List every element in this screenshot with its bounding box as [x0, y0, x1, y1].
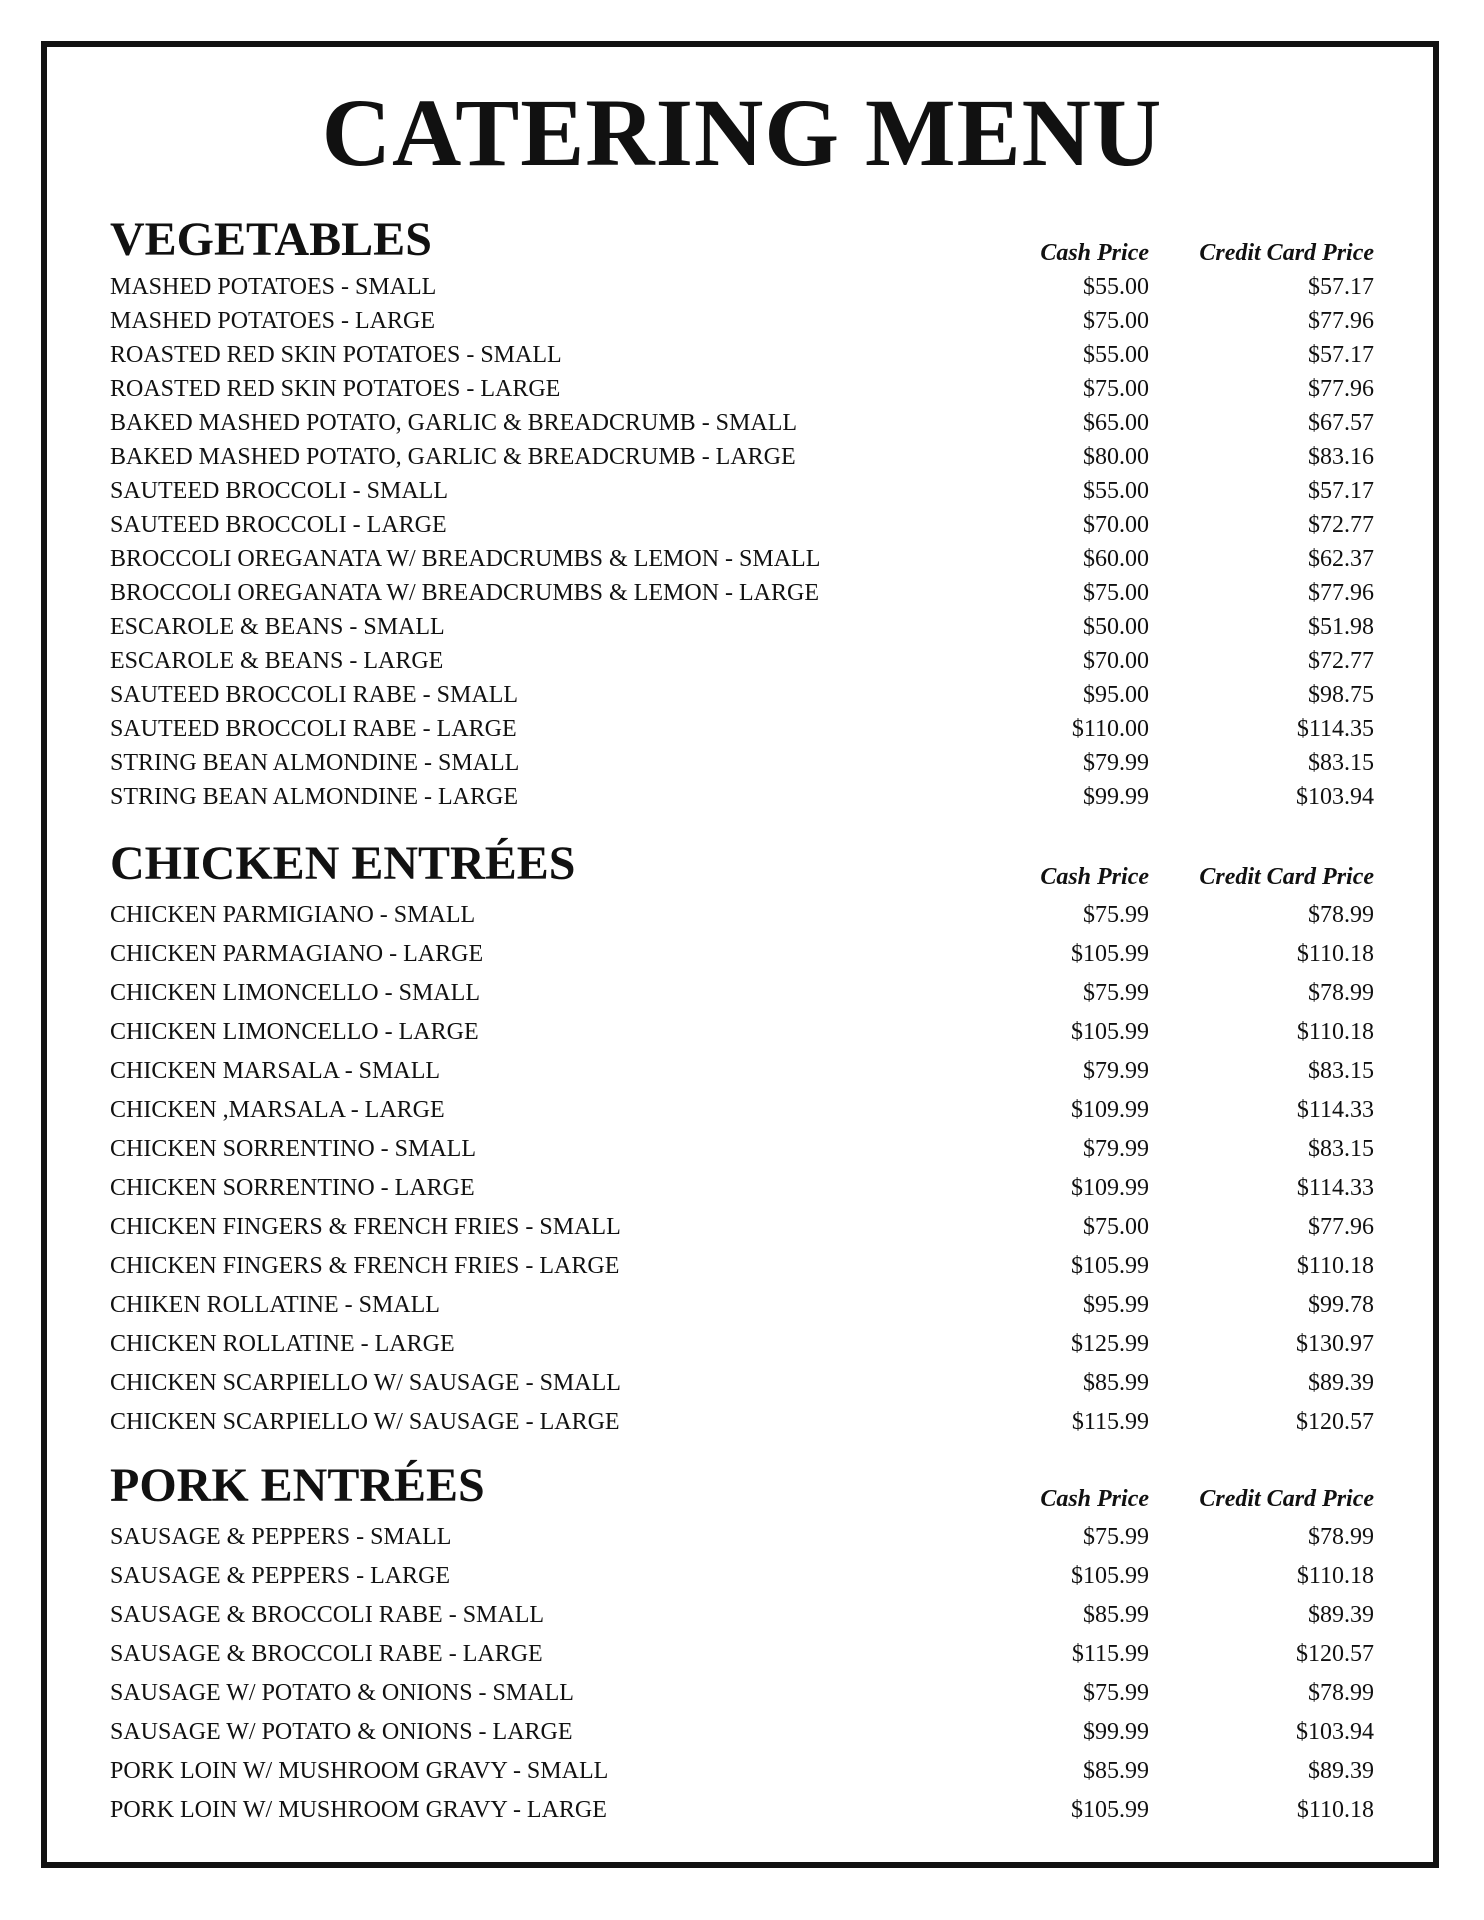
menu-item-row: [110, 474, 1374, 508]
item-name: SAUTEED BROCCOLI RABE - SMALL: [110, 682, 519, 708]
menu-item-row: [110, 1596, 1374, 1635]
credit-card-price: $72.77: [1308, 512, 1374, 538]
credit-card-price: $89.39: [1308, 1758, 1374, 1784]
cash-price: $105.99: [1071, 1797, 1149, 1823]
cash-price: $75.99: [1083, 1680, 1149, 1706]
menu-item-row: [110, 1403, 1374, 1442]
credit-card-price: $99.78: [1308, 1292, 1374, 1318]
credit-card-price-header: Credit Card Price: [1199, 864, 1374, 890]
item-name: SAUSAGE W/ POTATO & ONIONS - LARGE: [110, 1719, 573, 1745]
credit-card-price: $83.15: [1308, 1136, 1374, 1162]
credit-card-price: $78.99: [1308, 1680, 1374, 1706]
item-list: [110, 270, 1374, 814]
cash-price: $75.00: [1083, 1214, 1149, 1240]
section-header: [110, 1458, 1374, 1518]
credit-card-price: $103.94: [1296, 1719, 1374, 1745]
menu-item-row: [110, 1247, 1374, 1286]
menu-item-row: [110, 1286, 1374, 1325]
item-name: CHICKEN FINGERS & FRENCH FRIES - LARGE: [110, 1253, 620, 1279]
cash-price-header: Cash Price: [1040, 864, 1149, 890]
menu-item-row: [110, 746, 1374, 780]
section-vegetables: [110, 212, 1374, 814]
section-chicken-entrees: [110, 836, 1374, 1442]
menu-item-row: [110, 1635, 1374, 1674]
item-name: SAUSAGE & BROCCOLI RABE - SMALL: [110, 1602, 545, 1628]
menu-item-row: [110, 1557, 1374, 1596]
cash-price: $75.99: [1083, 980, 1149, 1006]
credit-card-price: $83.15: [1308, 1058, 1374, 1084]
item-name: CHICKEN PARMAGIANO - LARGE: [110, 941, 484, 967]
menu-item-row: [110, 1052, 1374, 1091]
credit-card-price: $98.75: [1308, 682, 1374, 708]
cash-price: $85.99: [1083, 1370, 1149, 1396]
item-list: [110, 896, 1374, 1442]
cash-price: $75.00: [1083, 308, 1149, 334]
menu-item-row: [110, 372, 1374, 406]
credit-card-price: $57.17: [1308, 478, 1374, 504]
menu-item-row: [110, 542, 1374, 576]
credit-card-price: $114.33: [1296, 1097, 1374, 1123]
item-name: CHICKEN SORRENTINO - LARGE: [110, 1175, 475, 1201]
credit-card-price: $83.16: [1308, 444, 1374, 470]
item-name: STRING BEAN ALMONDINE - LARGE: [110, 784, 518, 810]
cash-price: $115.99: [1071, 1641, 1149, 1667]
section-title: VEGETABLES: [110, 213, 432, 266]
credit-card-price: $77.96: [1308, 376, 1374, 402]
credit-card-price: $110.18: [1296, 941, 1374, 967]
cash-price: $105.99: [1071, 1019, 1149, 1045]
credit-card-price: $51.98: [1308, 614, 1374, 640]
menu-item-row: [110, 935, 1374, 974]
item-name: STRING BEAN ALMONDINE - SMALL: [110, 750, 520, 776]
item-name: ESCAROLE & BEANS - SMALL: [110, 614, 445, 640]
item-name: SAUSAGE W/ POTATO & ONIONS - SMALL: [110, 1680, 574, 1706]
item-name: ROASTED RED SKIN POTATOES - LARGE: [110, 376, 561, 402]
menu-item-row: [110, 1752, 1374, 1791]
section-title: CHICKEN ENTRÉES: [110, 837, 576, 890]
credit-card-price: $110.18: [1296, 1253, 1374, 1279]
item-name: MASHED POTATOES - LARGE: [110, 308, 435, 334]
cash-price: $79.99: [1083, 1058, 1149, 1084]
menu-item-row: [110, 712, 1374, 746]
item-name: PORK LOIN W/ MUSHROOM GRAVY - SMALL: [110, 1758, 609, 1784]
cash-price: $55.00: [1083, 342, 1149, 368]
item-name: CHICKEN FINGERS & FRENCH FRIES - SMALL: [110, 1214, 621, 1240]
menu-item-row: [110, 1130, 1374, 1169]
credit-card-price: $57.17: [1308, 342, 1374, 368]
item-name: CHICKEN SCARPIELLO W/ SAUSAGE - SMALL: [110, 1370, 621, 1396]
cash-price: $85.99: [1083, 1758, 1149, 1784]
menu-item-row: [110, 644, 1374, 678]
credit-card-price: $114.35: [1296, 716, 1374, 742]
cash-price: $99.99: [1083, 1719, 1149, 1745]
cash-price: $99.99: [1083, 784, 1149, 810]
menu-item-row: [110, 270, 1374, 304]
item-name: BROCCOLI OREGANATA W/ BREADCRUMBS & LEMON - SMALL: [110, 546, 821, 572]
menu-item-row: [110, 304, 1374, 338]
item-name: CHICKEN ROLLATINE - LARGE: [110, 1331, 455, 1357]
cash-price: $75.99: [1083, 902, 1149, 928]
menu-item-row: [110, 974, 1374, 1013]
menu-item-row: [110, 1325, 1374, 1364]
item-name: CHICKEN SCARPIELLO W/ SAUSAGE - LARGE: [110, 1409, 620, 1435]
item-name: ESCAROLE & BEANS - LARGE: [110, 648, 444, 674]
item-name: SAUTEED BROCCOLI - SMALL: [110, 478, 449, 504]
cash-price: $115.99: [1071, 1409, 1149, 1435]
cash-price: $125.99: [1071, 1331, 1149, 1357]
cash-price: $50.00: [1083, 614, 1149, 640]
item-name: SAUSAGE & BROCCOLI RABE - LARGE: [110, 1641, 543, 1667]
item-name: SAUSAGE & PEPPERS - LARGE: [110, 1563, 451, 1589]
item-name: PORK LOIN W/ MUSHROOM GRAVY - LARGE: [110, 1797, 607, 1823]
credit-card-price: $130.97: [1296, 1331, 1374, 1357]
credit-card-price: $78.99: [1308, 902, 1374, 928]
item-name: MASHED POTATOES - SMALL: [110, 274, 437, 300]
cash-price: $95.00: [1083, 682, 1149, 708]
menu-item-row: [110, 1208, 1374, 1247]
cash-price: $110.00: [1071, 716, 1149, 742]
cash-price: $79.99: [1083, 1136, 1149, 1162]
credit-card-price: $57.17: [1308, 274, 1374, 300]
credit-card-price: $89.39: [1308, 1370, 1374, 1396]
item-name: CHICKEN LIMONCELLO - LARGE: [110, 1019, 479, 1045]
item-name: CHIKEN ROLLATINE - SMALL: [110, 1292, 440, 1318]
credit-card-price-header: Credit Card Price: [1199, 240, 1374, 266]
credit-card-price-header: Credit Card Price: [1199, 1486, 1374, 1512]
section-header: [110, 212, 1374, 270]
menu-item-row: [110, 1364, 1374, 1403]
cash-price: $105.99: [1071, 1563, 1149, 1589]
item-name: CHICKEN ,MARSALA - LARGE: [110, 1097, 445, 1123]
credit-card-price: $77.96: [1308, 580, 1374, 606]
section-header: [110, 836, 1374, 896]
menu-item-row: [110, 678, 1374, 712]
cash-price: $85.99: [1083, 1602, 1149, 1628]
credit-card-price: $103.94: [1296, 784, 1374, 810]
cash-price: $65.00: [1083, 410, 1149, 436]
item-name: ROASTED RED SKIN POTATOES - SMALL: [110, 342, 562, 368]
menu-item-row: [110, 406, 1374, 440]
credit-card-price: $110.18: [1296, 1563, 1374, 1589]
item-name: BROCCOLI OREGANATA W/ BREADCRUMBS & LEMON - LARGE: [110, 580, 820, 606]
menu-item-row: [110, 780, 1374, 814]
cash-price-header: Cash Price: [1040, 240, 1149, 266]
item-name: SAUSAGE & PEPPERS - SMALL: [110, 1524, 452, 1550]
item-name: SAUTEED BROCCOLI RABE - LARGE: [110, 716, 517, 742]
credit-card-price: $67.57: [1308, 410, 1374, 436]
cash-price: $105.99: [1071, 1253, 1149, 1279]
menu-item-row: [110, 1674, 1374, 1713]
menu-item-row: [110, 508, 1374, 542]
item-name: SAUTEED BROCCOLI - LARGE: [110, 512, 447, 538]
credit-card-price: $78.99: [1308, 1524, 1374, 1550]
section-pork-entrees: [110, 1458, 1374, 1830]
menu-item-row: [110, 1013, 1374, 1052]
item-name: BAKED MASHED POTATO, GARLIC & BREADCRUMB - LARGE: [110, 444, 796, 470]
item-name: CHICKEN SORRENTINO - SMALL: [110, 1136, 476, 1162]
menu-item-row: [110, 1713, 1374, 1752]
cash-price: $75.00: [1083, 580, 1149, 606]
credit-card-price: $110.18: [1296, 1797, 1374, 1823]
cash-price: $79.99: [1083, 750, 1149, 776]
cash-price: $60.00: [1083, 546, 1149, 572]
item-name: CHICKEN PARMIGIANO - SMALL: [110, 902, 476, 928]
menu-item-row: [110, 576, 1374, 610]
credit-card-price: $89.39: [1308, 1602, 1374, 1628]
credit-card-price: $114.33: [1296, 1175, 1374, 1201]
cash-price: $55.00: [1083, 478, 1149, 504]
menu-item-row: [110, 1791, 1374, 1830]
cash-price: $75.99: [1083, 1524, 1149, 1550]
credit-card-price: $110.18: [1296, 1019, 1374, 1045]
item-list: [110, 1518, 1374, 1830]
menu-item-row: [110, 1518, 1374, 1557]
menu-item-row: [110, 1091, 1374, 1130]
cash-price: $55.00: [1083, 274, 1149, 300]
cash-price: $80.00: [1083, 444, 1149, 470]
menu-item-row: [110, 440, 1374, 474]
item-name: CHICKEN LIMONCELLO - SMALL: [110, 980, 480, 1006]
menu-item-row: [110, 338, 1374, 372]
credit-card-price: $77.96: [1308, 1214, 1374, 1240]
page-title: CATERING MENU: [321, 79, 1163, 186]
cash-price-header: Cash Price: [1040, 1486, 1149, 1512]
credit-card-price: $77.96: [1308, 308, 1374, 334]
menu-item-row: [110, 896, 1374, 935]
menu-item-row: [110, 610, 1374, 644]
cash-price: $105.99: [1071, 941, 1149, 967]
credit-card-price: $62.37: [1308, 546, 1374, 572]
cash-price: $95.99: [1083, 1292, 1149, 1318]
credit-card-price: $120.57: [1296, 1641, 1374, 1667]
menu-item-row: [110, 1169, 1374, 1208]
cash-price: $70.00: [1083, 512, 1149, 538]
credit-card-price: $72.77: [1308, 648, 1374, 674]
item-name: BAKED MASHED POTATO, GARLIC & BREADCRUMB - SMALL: [110, 410, 798, 436]
cash-price: $70.00: [1083, 648, 1149, 674]
cash-price: $109.99: [1071, 1175, 1149, 1201]
credit-card-price: $120.57: [1296, 1409, 1374, 1435]
item-name: CHICKEN MARSALA - SMALL: [110, 1058, 441, 1084]
cash-price: $75.00: [1083, 376, 1149, 402]
credit-card-price: $83.15: [1308, 750, 1374, 776]
credit-card-price: $78.99: [1308, 980, 1374, 1006]
cash-price: $109.99: [1071, 1097, 1149, 1123]
section-title: PORK ENTRÉES: [110, 1459, 485, 1512]
